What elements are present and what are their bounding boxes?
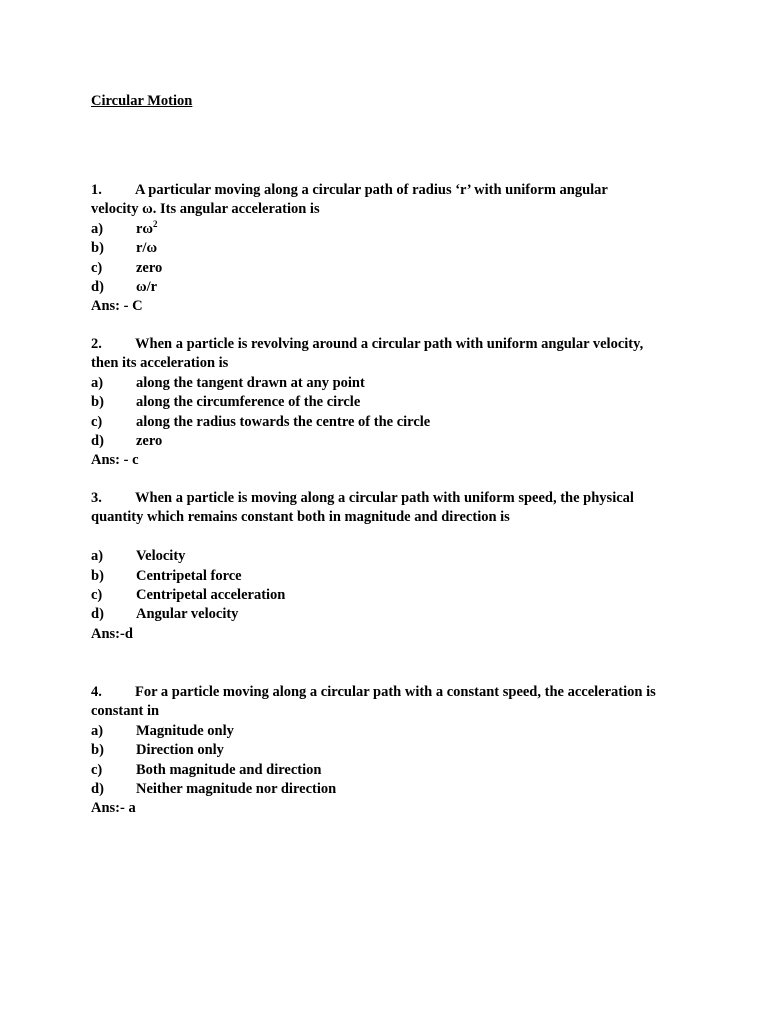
question-stem-line [91, 683, 691, 702]
option-b [91, 567, 691, 586]
option-text: ω/r [136, 279, 158, 296]
blank-line [91, 528, 691, 547]
option-c [91, 586, 691, 605]
option-label: a) [91, 722, 104, 739]
option-label: d) [91, 433, 104, 450]
option-label: a) [91, 548, 104, 565]
option-label: b) [91, 394, 104, 411]
option-d [91, 780, 691, 799]
option-label: a) [91, 220, 104, 237]
option-a [91, 220, 691, 239]
question-text: A particular moving along a circular path of radius ‘r’ with uniform angular [135, 182, 608, 198]
option-label: d) [91, 606, 104, 623]
question-1 [91, 181, 691, 317]
question-number: 3. [91, 490, 102, 506]
option-label: c) [91, 259, 103, 276]
option-label: c) [91, 761, 103, 778]
option-label: b) [91, 742, 104, 759]
option-list [91, 220, 691, 298]
option-label: b) [91, 240, 104, 257]
option-text: r/ω [136, 240, 158, 257]
option-c [91, 413, 691, 432]
question-4 [91, 683, 691, 819]
option-label: c) [91, 587, 103, 604]
question-number: 2. [91, 336, 102, 352]
option-text: along the tangent drawn at any point [136, 374, 365, 391]
question-stem-line [91, 489, 691, 508]
option-a [91, 722, 691, 741]
option-b [91, 393, 691, 412]
option-text: rω [136, 220, 154, 237]
question-text-continued: quantity which remains constant both in magnitude and direction is [91, 509, 510, 526]
option-a [91, 374, 691, 393]
option-text: Magnitude only [136, 722, 234, 739]
option-label: d) [91, 279, 104, 296]
option-c [91, 761, 691, 780]
question-stem-line [91, 335, 691, 354]
question-text: When a particle is revolving around a circular path with uniform angular velocity, [135, 336, 644, 352]
question-text-continued: constant in [91, 703, 160, 720]
option-text: Both magnitude and direction [136, 761, 322, 778]
option-label: a) [91, 374, 104, 391]
superscript: 2 [153, 218, 158, 229]
option-text: Velocity [136, 548, 186, 565]
option-text: Centripetal force [136, 567, 242, 584]
answer: Ans: - c [91, 452, 139, 469]
question-stem-line [91, 181, 691, 200]
question-text: For a particle moving along a circular path with a constant speed, the acceleration is [135, 684, 656, 700]
option-text: zero [136, 433, 163, 450]
option-list [91, 547, 691, 625]
option-text: along the circumference of the circle [136, 394, 361, 411]
option-d [91, 278, 691, 297]
question-number: 1. [91, 182, 102, 198]
option-c [91, 259, 691, 278]
option-text: along the radius towards the centre of the circle [136, 413, 431, 430]
option-b [91, 239, 691, 258]
question-2 [91, 335, 691, 471]
question-text-continued: then its acceleration is [91, 355, 229, 372]
option-d [91, 605, 691, 624]
option-list [91, 722, 691, 800]
question-text-continued: velocity ω. Its angular acceleration is [91, 201, 320, 218]
option-label: c) [91, 413, 103, 430]
option-text: zero [136, 259, 163, 276]
page-title: Circular Motion [91, 93, 193, 109]
option-text: Neither magnitude nor direction [136, 781, 337, 798]
option-a [91, 547, 691, 566]
question-3 [91, 489, 691, 644]
question-number: 4. [91, 684, 102, 700]
answer: Ans: - C [91, 298, 143, 315]
question-text: When a particle is moving along a circular path with uniform speed, the physical [135, 490, 634, 506]
option-text: Angular velocity [136, 606, 239, 623]
option-text: Direction only [136, 742, 224, 759]
option-label: b) [91, 567, 104, 584]
option-list [91, 374, 691, 452]
answer: Ans:-d [91, 625, 133, 642]
option-text: Centripetal acceleration [136, 587, 286, 604]
option-b [91, 741, 691, 760]
option-label: d) [91, 781, 104, 798]
option-d [91, 432, 691, 451]
answer: Ans:- a [91, 800, 136, 817]
